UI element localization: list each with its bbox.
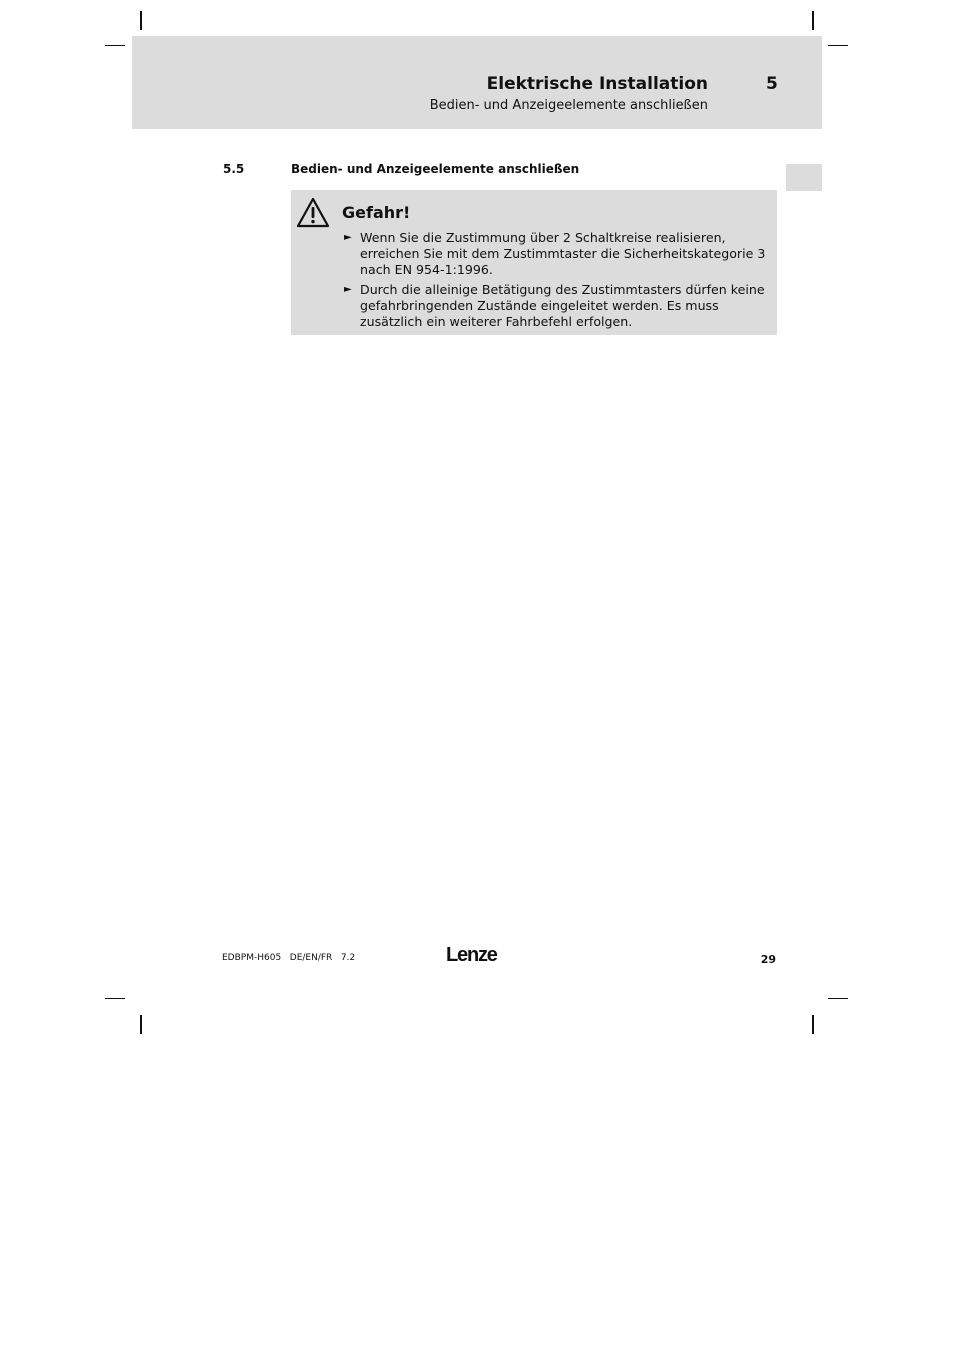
list-item bbox=[344, 230, 769, 278]
crop-mark bbox=[140, 11, 142, 30]
warning-title: Gefahr! bbox=[342, 203, 411, 222]
crop-mark bbox=[140, 1015, 142, 1034]
crop-mark bbox=[105, 45, 125, 46]
crop-mark bbox=[812, 11, 814, 30]
section-number: 5.5 bbox=[223, 162, 245, 176]
crop-mark bbox=[828, 45, 848, 46]
crop-mark bbox=[828, 998, 848, 999]
chapter-subtitle: Bedien- und Anzeigeelemente anschließen bbox=[429, 98, 708, 113]
warning-box bbox=[291, 190, 777, 335]
svg-text:Lenze: Lenze bbox=[446, 944, 497, 966]
page-number: 29 bbox=[760, 953, 776, 966]
crop-mark bbox=[105, 998, 125, 999]
list-item-text: Wenn Sie die Zustimmung über 2 Schaltkreise realisieren, erreichen Sie mit dem Zustimmtaster die Sicherheitskategorie 3 nach EN 954-1:1996. bbox=[360, 230, 766, 277]
warning-list bbox=[344, 230, 769, 334]
triangle-bullet-icon: ► bbox=[344, 232, 352, 243]
lenze-logo bbox=[446, 944, 508, 966]
section-title: Bedien- und Anzeigeelemente anschließen bbox=[291, 162, 580, 176]
header-band bbox=[132, 36, 822, 129]
triangle-bullet-icon: ► bbox=[344, 284, 352, 295]
chapter-title: Elektrische Installation bbox=[486, 74, 708, 94]
crop-mark bbox=[812, 1015, 814, 1034]
list-item-text: Durch die alleinige Betätigung des Zustimmtasters dürfen keine gefahrbringenden Zustände eingeleitet werden. Es muss zusätzlich ein weiterer Fahrbefehl erfolgen. bbox=[360, 282, 765, 329]
list-item bbox=[344, 282, 769, 330]
document-code: EDBPM-H605 DE/EN/FR 7.2 bbox=[222, 953, 356, 963]
chapter-number: 5 bbox=[766, 74, 778, 94]
warning-triangle-icon bbox=[296, 197, 330, 228]
chapter-side-tab bbox=[786, 164, 822, 191]
